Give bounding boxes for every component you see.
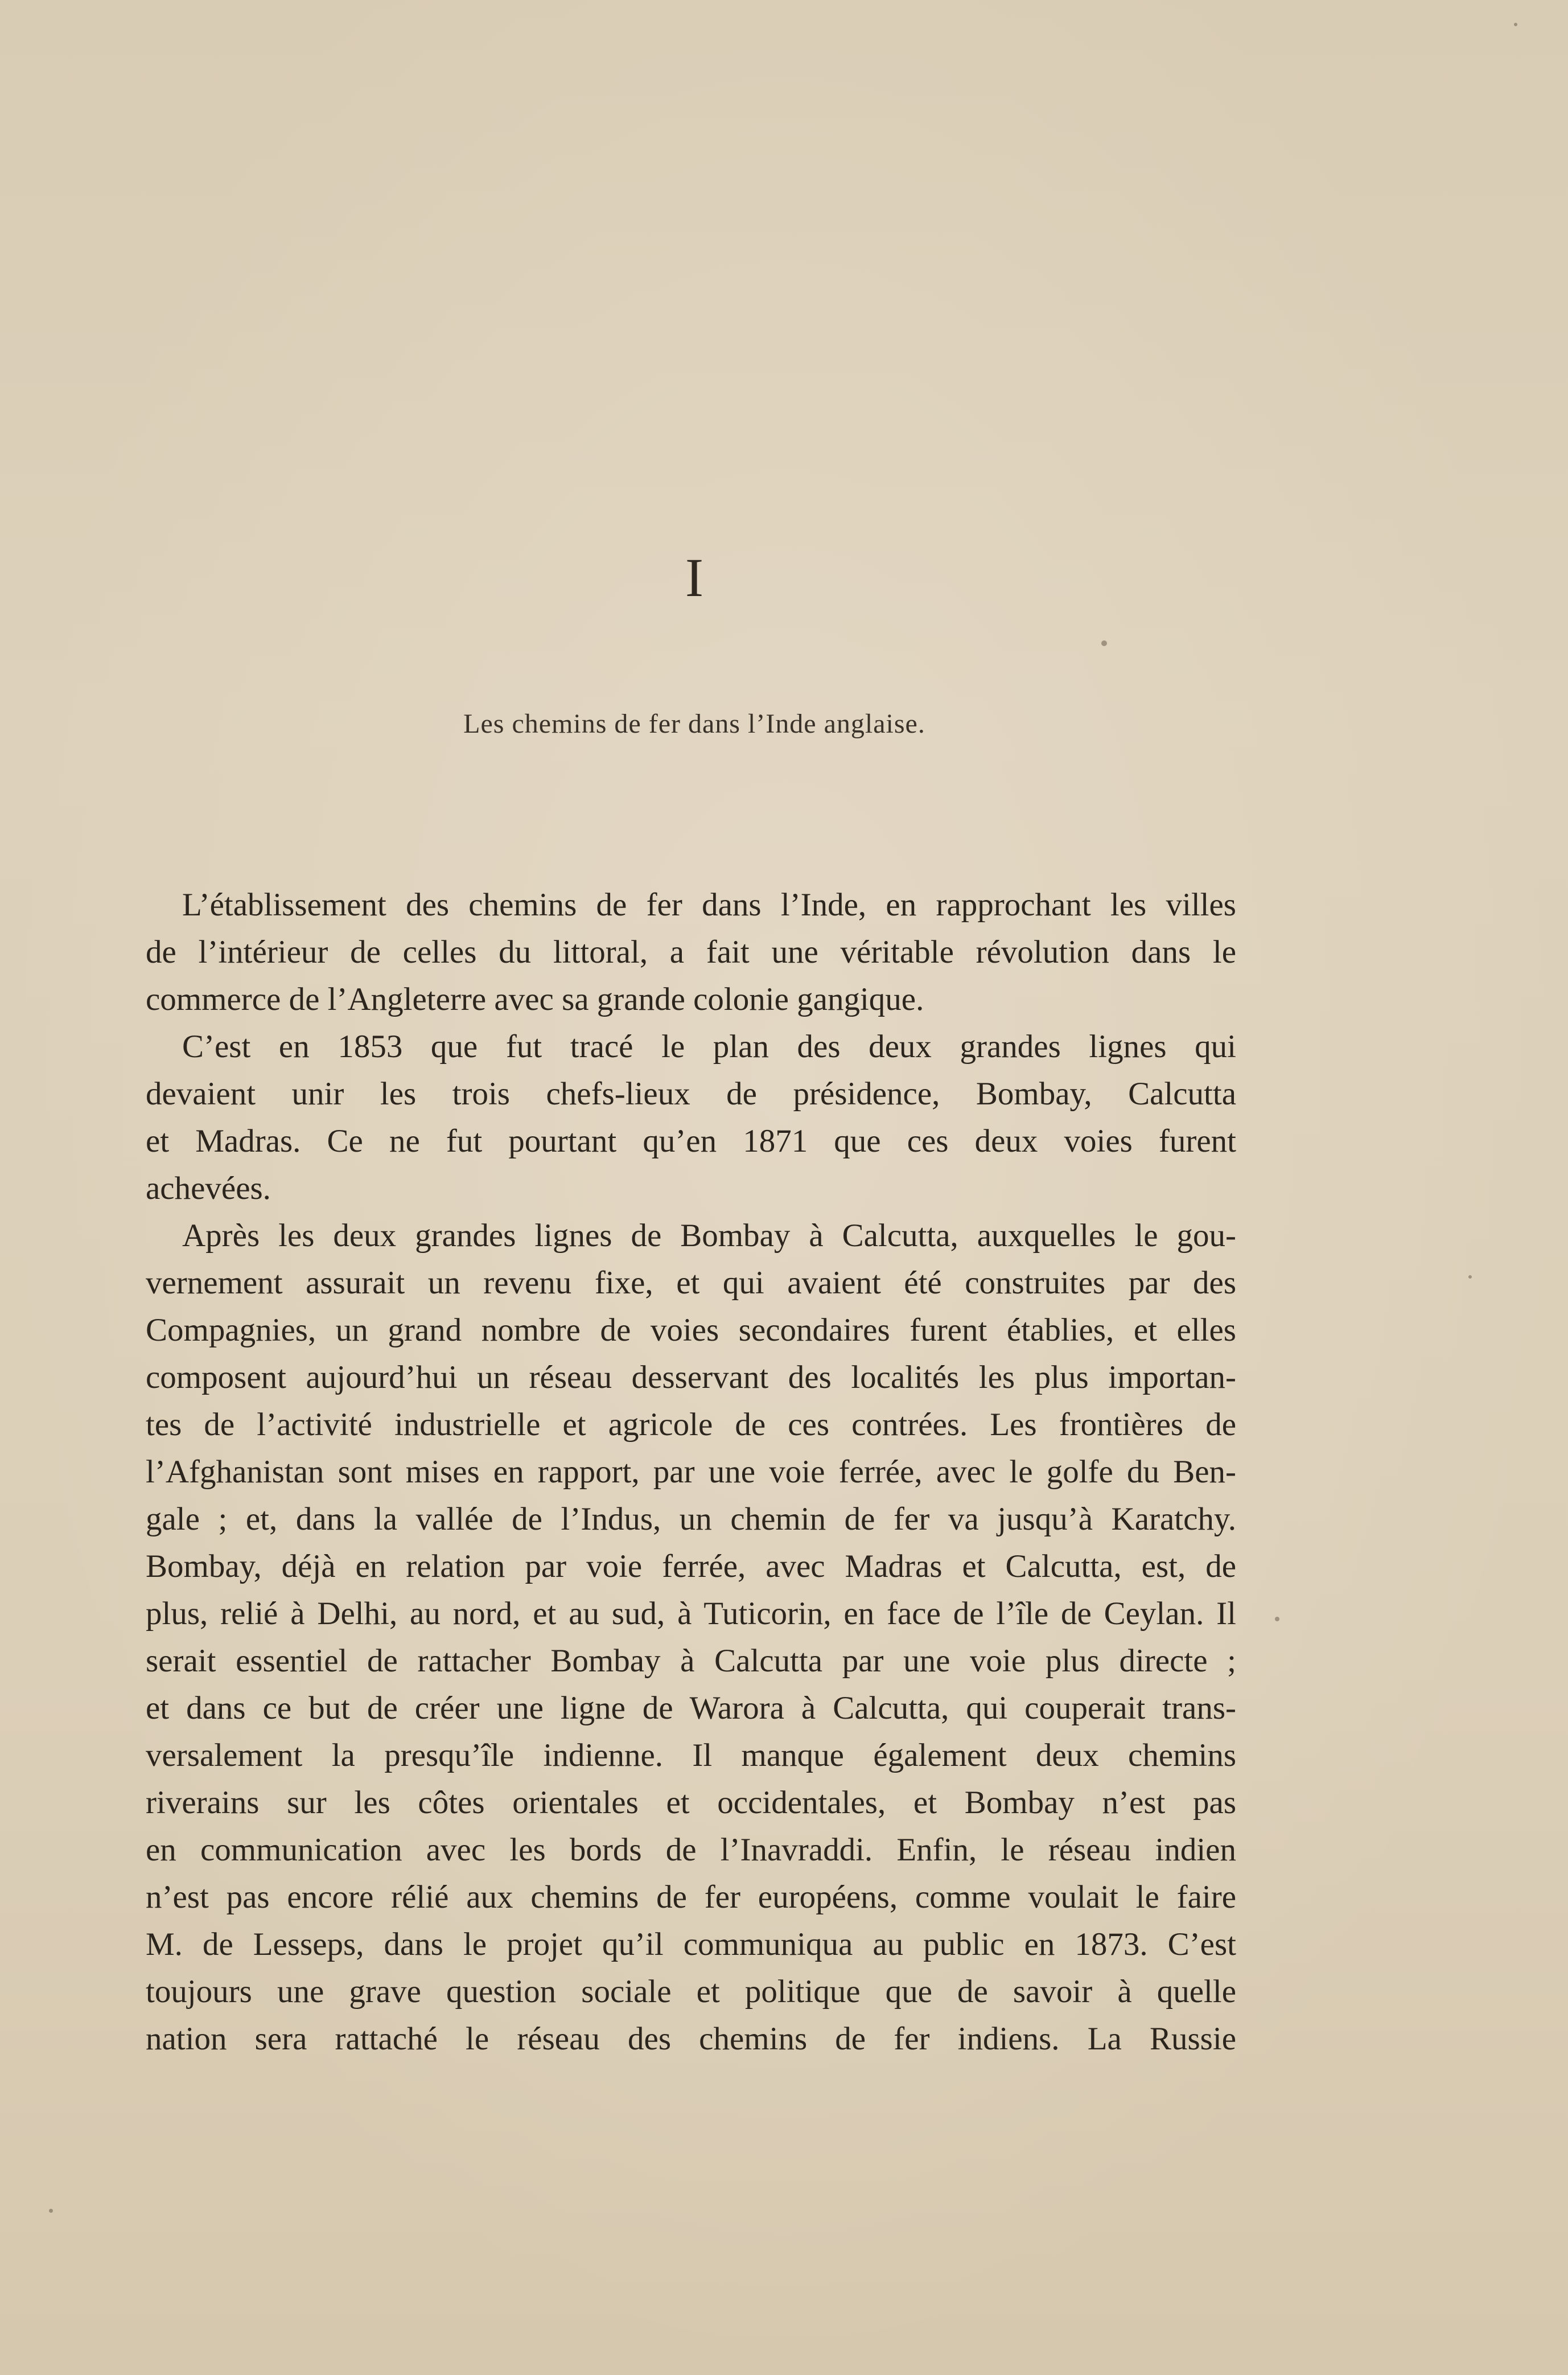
text-line: plus, relié à Delhi, au nord, et au sud, à Tuticorin, en face de l’île de Ceylan. Il <box>146 1596 1236 1632</box>
text-line: serait essentiel de rattacher Bombay à Calcutta par une voie plus directe ; <box>146 1643 1236 1679</box>
paper-speck <box>1101 640 1107 646</box>
text-line: Bombay, déjà en relation par voie ferrée, avec Madras et Calcutta, est, de <box>146 1548 1236 1584</box>
text-line: n’est pas encore rélié aux chemins de fer européens, comme voulait le faire <box>146 1879 1236 1915</box>
text-line: versalement la presqu’île indienne. Il manque également deux chemins <box>146 1737 1236 1773</box>
paper-speck <box>1468 1275 1472 1279</box>
text-line: et dans ce but de créer une ligne de Warora à Calcutta, qui couperait trans- <box>146 1690 1236 1726</box>
chapter-number: I <box>685 547 703 608</box>
text-line: vernement assurait un revenu fixe, et qui avaient été construites par des <box>146 1265 1236 1301</box>
paragraph-1 <box>146 881 1236 1023</box>
text-line: et Madras. Ce ne fut pourtant qu’en 1871 que ces deux voies furent <box>146 1123 1236 1159</box>
text-line: achevées. <box>146 1170 271 1206</box>
paragraph-2 <box>146 1023 1236 1212</box>
text-line: L’établissement des chemins de fer dans l’Inde, en rapprochant les villes <box>182 887 1236 923</box>
paper-speck <box>49 2209 53 2213</box>
text-line: nation sera rattaché le réseau des chemins de fer indiens. La Russie <box>146 2021 1236 2057</box>
text-line: commerce de l’Angleterre avec sa grande colonie gangique. <box>146 981 924 1017</box>
paragraph-3 <box>146 1212 1236 2062</box>
text-line: Après les deux grandes lignes de Bombay à Calcutta, auxquelles le gou- <box>182 1218 1236 1254</box>
body-text <box>146 881 1236 2062</box>
text-line: toujours une grave question sociale et politique que de savoir à quelle <box>146 1974 1236 2010</box>
text-line: devaient unir les trois chefs-lieux de présidence, Bombay, Calcutta <box>146 1076 1236 1112</box>
text-line: riverains sur les côtes orientales et occidentales, et Bombay n’est pas <box>146 1785 1236 1821</box>
text-line: Compagnies, un grand nombre de voies secondaires furent établies, et elles <box>146 1312 1236 1348</box>
paper-speck <box>1275 1617 1279 1621</box>
text-line: C’est en 1853 que fut tracé le plan des deux grandes lignes qui <box>182 1029 1236 1065</box>
text-line: gale ; et, dans la vallée de l’Indus, un chemin de fer va jusqu’à Karatchy. <box>146 1501 1236 1537</box>
text-line: tes de l’activité industrielle et agricole de ces contrées. Les frontières de <box>146 1407 1236 1443</box>
paper-speck <box>1514 23 1517 26</box>
chapter-title: Les chemins de fer dans l’Inde anglaise. <box>463 709 925 739</box>
text-line: en communication avec les bords de l’Inavraddi. Enfin, le réseau indien <box>146 1832 1236 1868</box>
text-line: M. de Lesseps, dans le projet qu’il communiqua au public en 1873. C’est <box>146 1926 1236 1962</box>
text-line: composent aujourd’hui un réseau desservant des localités les plus importan- <box>146 1359 1236 1395</box>
text-line: l’Afghanistan sont mises en rapport, par une voie ferrée, avec le golfe du Ben- <box>146 1454 1236 1490</box>
text-line: de l’intérieur de celles du littoral, a fait une véritable révolution dans le <box>146 934 1236 970</box>
